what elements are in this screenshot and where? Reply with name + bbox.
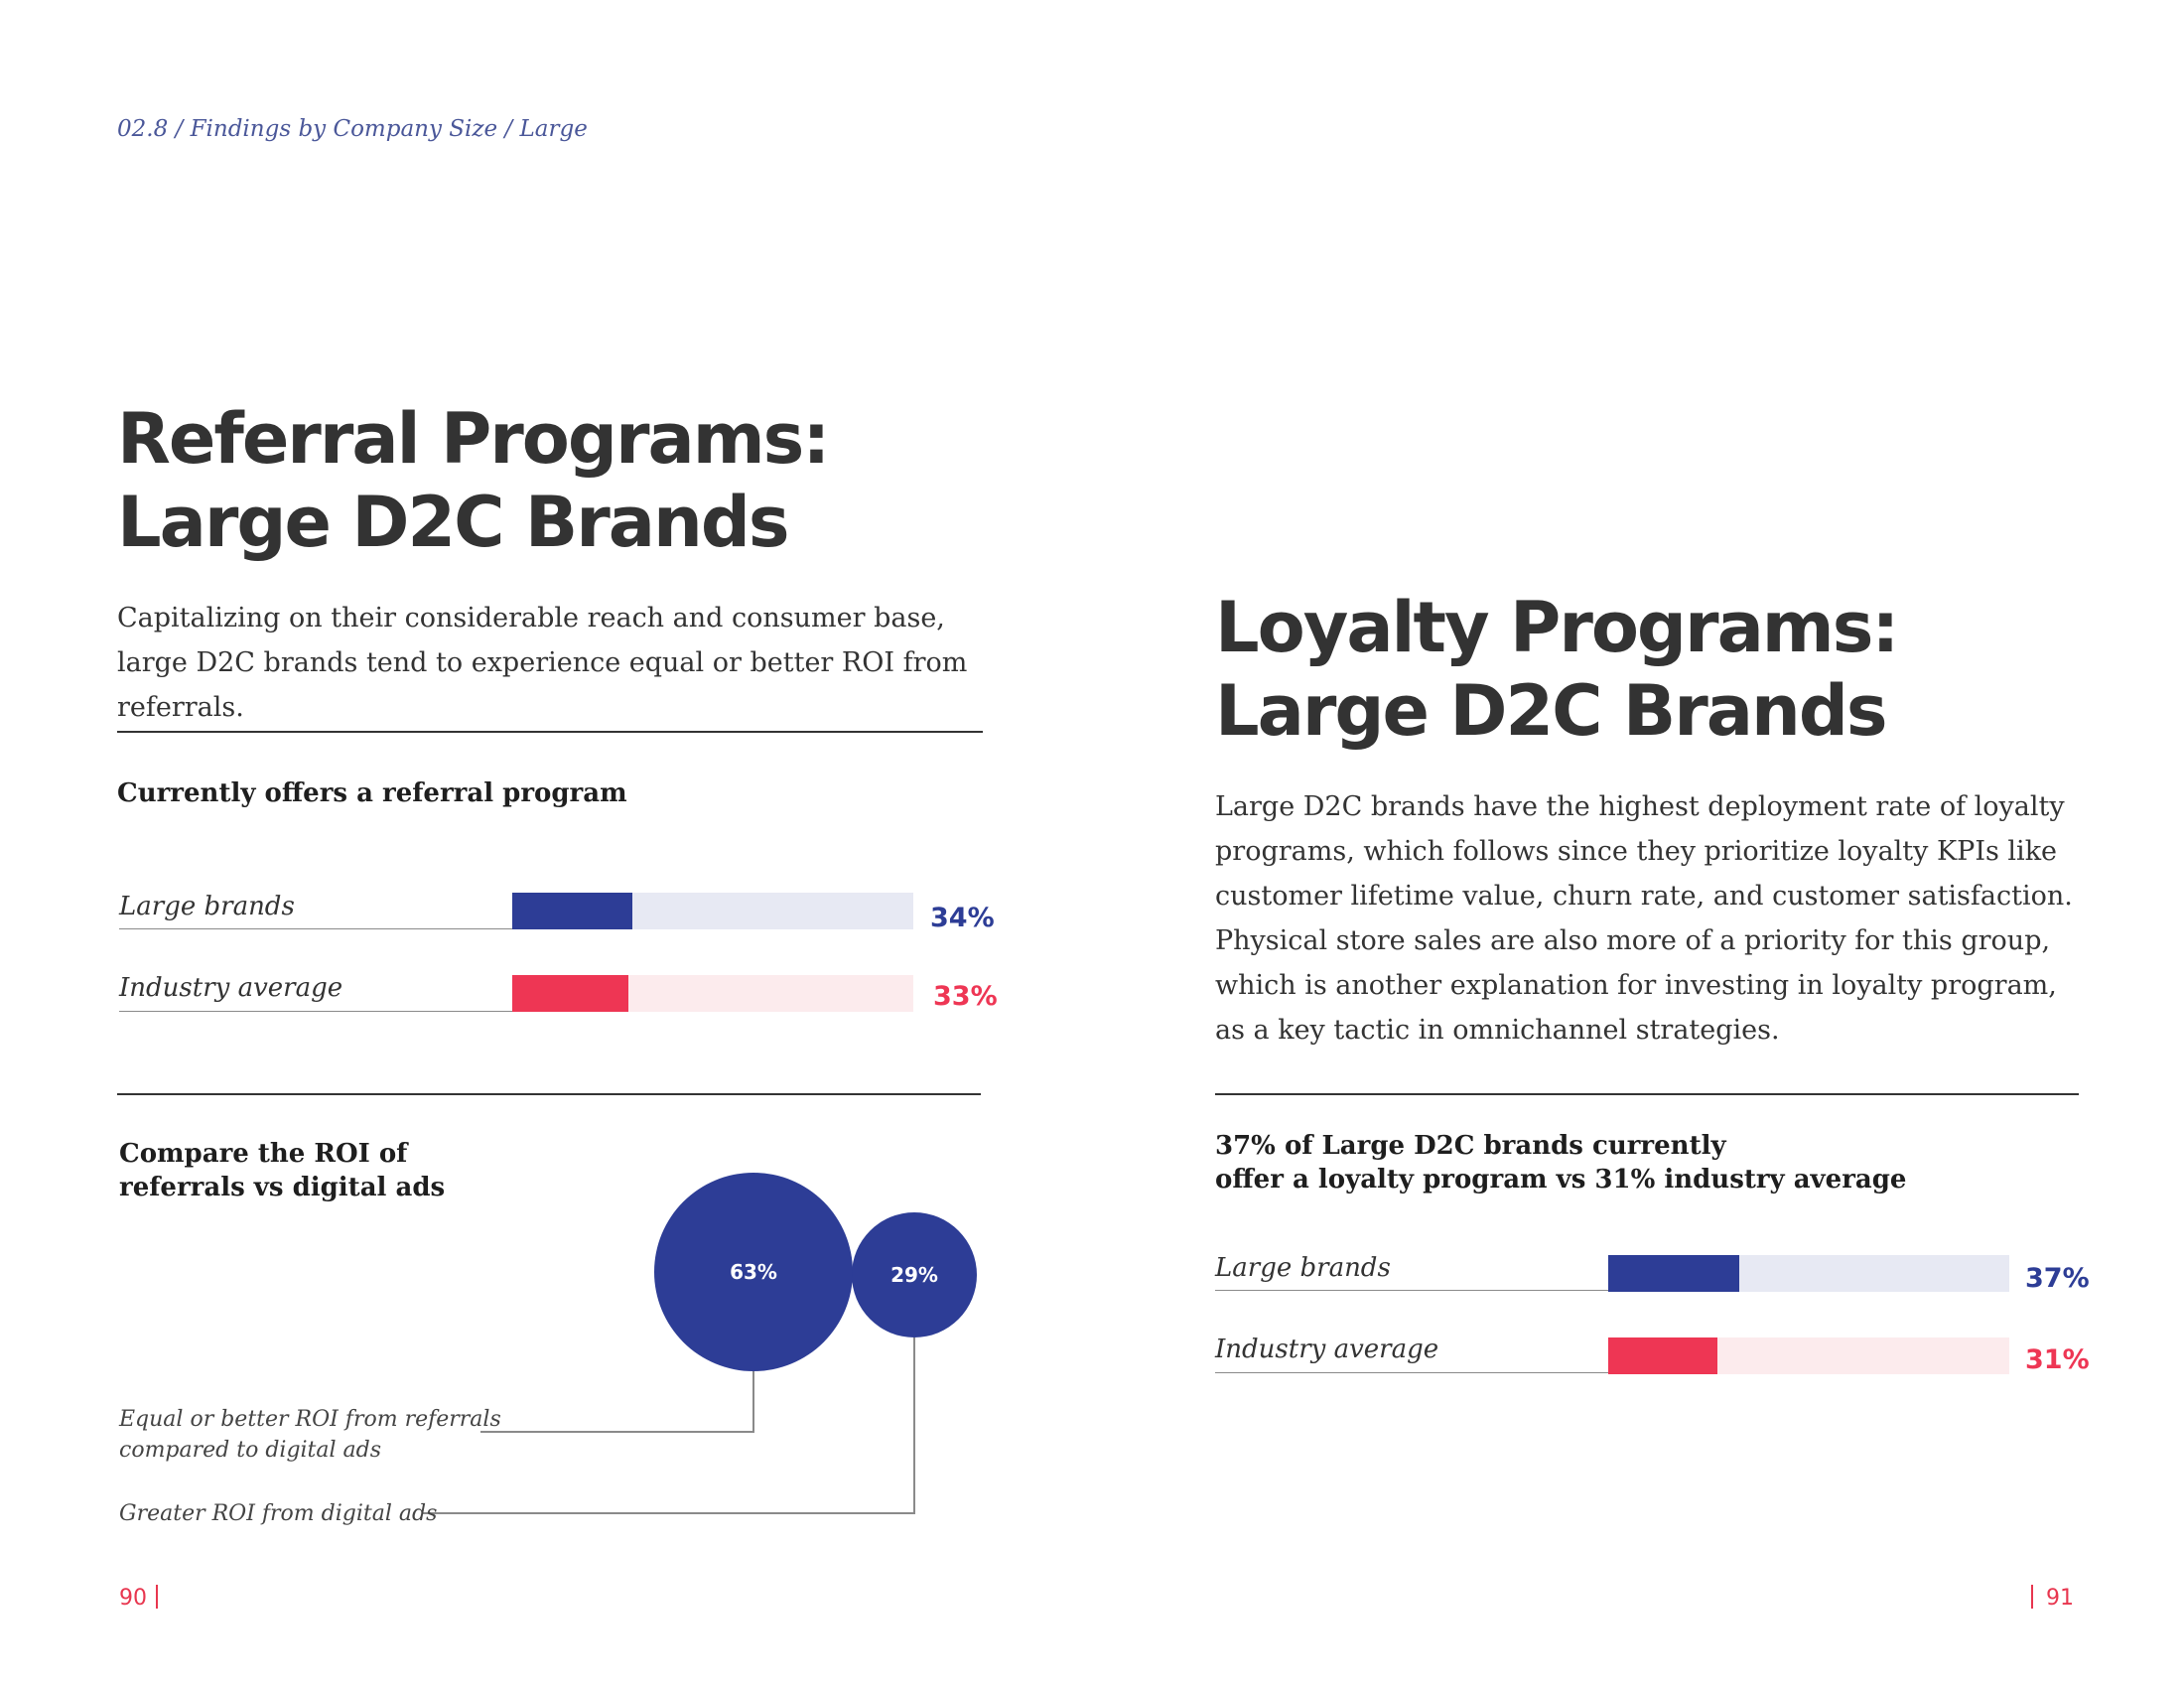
bar-label-underline — [1215, 1290, 1608, 1291]
loyalty-heading-line-2: offer a loyalty program vs 31% industry average — [1215, 1165, 1907, 1195]
divider — [117, 1093, 981, 1095]
page-title-referral — [117, 397, 828, 564]
referral-intro: Capitalizing on their considerable reach and consumer base, large D2C brands tend to experience equal or better ROI from referrals. — [117, 603, 968, 723]
leader-line — [913, 1337, 915, 1514]
bar-industry-average — [1608, 1337, 1717, 1374]
leader-line — [752, 1371, 754, 1433]
divider — [1215, 1093, 2079, 1095]
value-label-large-brands: 37% — [2025, 1263, 2090, 1294]
bar-label-industry-average: Industry average — [119, 973, 343, 1003]
bar-industry-average — [512, 975, 628, 1012]
page-title-loyalty — [1215, 586, 1897, 753]
value-label-large-brands: 34% — [930, 903, 995, 933]
bar-large-brands — [512, 893, 632, 929]
loyalty-heading-line-1: 37% of Large D2C brands currently — [1215, 1131, 1726, 1161]
bubble-label-referrals: 63% — [730, 1260, 777, 1284]
page-number-divider — [2031, 1585, 2033, 1609]
value-label-industry-average: 33% — [933, 981, 998, 1012]
title-line-1: Loyalty Programs: — [1215, 587, 1898, 668]
legend-greater-roi: Greater ROI from digital ads — [119, 1501, 438, 1526]
legend-equal-line-2: compared to digital ads — [119, 1438, 382, 1463]
legend-equal-line-1: Equal or better ROI from referrals — [119, 1407, 501, 1432]
roi-bubble-heading — [119, 1137, 445, 1204]
page-number-right: 91 — [2046, 1586, 2074, 1611]
leader-line — [423, 1512, 915, 1514]
loyalty-intro: Large D2C brands have the highest deployment rate of loyalty programs, which follows since they prioritize loyalty KPIs like customer lifetime value, churn rate, and customer satisfaction. Physical store sales are also more of a priority for this group, which is another explanation for investing in loyalty program, as a key tactic in omnichannel strategies. — [1215, 791, 2073, 1046]
bar-label-underline — [1215, 1372, 1608, 1373]
title-line-2: Large D2C Brands — [1215, 670, 1886, 752]
page-number-left: 90 — [119, 1586, 147, 1611]
bar-label-large-brands: Large brands — [1215, 1253, 1391, 1283]
bar-label-underline — [119, 928, 512, 929]
bubble-referrals-roi — [654, 1173, 853, 1371]
bar-track-industry-average — [1608, 1337, 2009, 1374]
title-line-2: Large D2C Brands — [117, 482, 788, 563]
bubble-label-digital-ads: 29% — [890, 1263, 938, 1287]
bar-label-industry-average: Industry average — [1215, 1335, 1439, 1364]
value-label-industry-average: 31% — [2025, 1344, 2090, 1375]
breadcrumb: 02.8 / Findings by Company Size / Large — [117, 116, 588, 142]
bar-label-large-brands: Large brands — [119, 892, 295, 921]
title-line-1: Referral Programs: — [117, 398, 829, 480]
bar-track-large-brands — [1608, 1255, 2009, 1292]
roi-heading-line-2: referrals vs digital ads — [119, 1173, 446, 1202]
bubble-digital-ads-roi — [852, 1212, 977, 1337]
bar-large-brands — [1608, 1255, 1739, 1292]
bar-track-large-brands — [512, 893, 913, 929]
bar-label-underline — [119, 1011, 512, 1012]
leader-line — [480, 1431, 754, 1433]
divider — [117, 731, 983, 733]
roi-heading-line-1: Compare the ROI of — [119, 1139, 408, 1169]
loyalty-bar-heading — [1215, 1129, 1906, 1196]
page-number-divider — [156, 1585, 158, 1609]
legend-equal-roi — [119, 1404, 501, 1466]
bar-track-industry-average — [512, 975, 913, 1012]
referral-bar-heading: Currently offers a referral program — [117, 778, 627, 808]
